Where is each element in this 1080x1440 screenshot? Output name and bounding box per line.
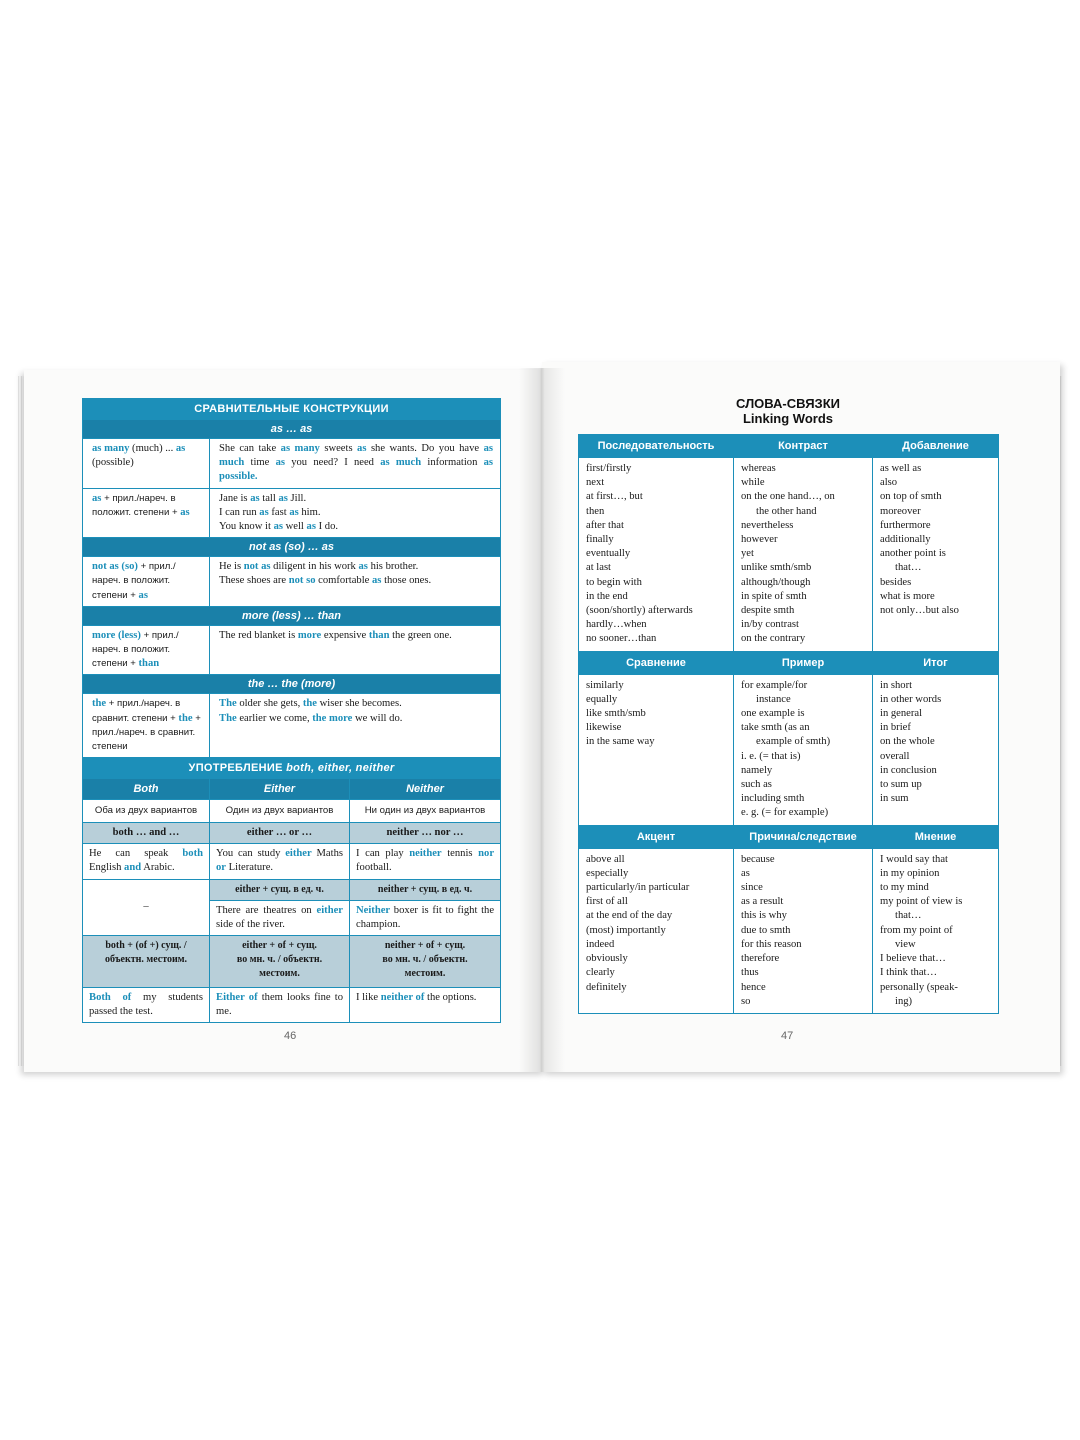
linking-word: first/firstly: [586, 463, 632, 474]
linking-word: yet: [741, 548, 754, 560]
linking-words-table: [578, 434, 999, 1014]
linking-word: on the contrary: [741, 633, 806, 645]
linking-word: ing): [895, 995, 913, 1007]
pattern-both: both … and …: [83, 823, 210, 844]
linking-word: also: [880, 477, 898, 489]
table-row: [579, 458, 999, 652]
linking-word: because: [741, 853, 775, 865]
rule-cell: the + прил./нареч. в сравнит. степени + the + прил./нареч. в сравнит. степени: [83, 694, 210, 758]
linking-word: like smth/smb: [586, 708, 646, 720]
linking-word: eventually: [586, 548, 631, 560]
category-cell: [873, 674, 999, 825]
linking-word: next: [586, 477, 605, 489]
linking-word: e. g. (= for example): [741, 807, 829, 819]
column-header-neither: Neither: [350, 779, 501, 800]
linking-word: additionally: [880, 534, 931, 546]
meaning-neither: Ни один из двух вариантов: [350, 800, 501, 823]
linking-word: on the one hand…, on: [741, 491, 835, 503]
category-header: Причина/следствие: [734, 825, 873, 848]
linking-word: however: [741, 534, 778, 546]
category-header: Контраст: [734, 435, 873, 458]
category-cell: [579, 848, 734, 1013]
linking-word: as well as: [880, 463, 922, 474]
linking-word: from my point of: [880, 924, 953, 936]
column-header-both: Both: [83, 779, 210, 800]
linking-word: in other words: [880, 693, 942, 705]
page-title-ru: СЛОВА-СВЯЗКИ: [736, 396, 840, 411]
linking-word: in brief: [880, 722, 911, 734]
comparative-constructions-table: [82, 398, 501, 1023]
category-cell: [579, 458, 734, 652]
linking-word: on top of smth: [880, 491, 942, 503]
linking-word: similarly: [586, 679, 624, 691]
page-number-right: 47: [781, 1030, 794, 1042]
plural-both-line: both + (of +) сущ. /: [105, 940, 187, 952]
category-header: Итог: [873, 651, 999, 674]
linking-word: above all: [586, 853, 625, 865]
rule-cell: as + прил./нареч. в положит. степени + as: [83, 488, 210, 538]
meaning-both: Оба из двух вариантов: [83, 800, 210, 823]
subheader-more-than: more (less) … than: [83, 606, 501, 625]
linking-word: due to smth: [741, 924, 791, 936]
example-either: You can study either Maths or Literature.: [210, 844, 350, 879]
linking-word: definitely: [586, 981, 627, 993]
linking-word: in the same way: [586, 736, 655, 748]
linking-word: overall: [880, 750, 910, 762]
linking-word: no sooner…than: [586, 633, 657, 645]
linking-word: on the whole: [880, 736, 935, 748]
linking-word: although/though: [741, 576, 811, 588]
example-either-plural: Either of them looks fine to me.: [210, 988, 350, 1023]
plural-either-line: во мн. ч. / объектн.: [236, 954, 323, 966]
table-row: [83, 879, 501, 900]
plural-either-line: either + of + сущ.: [242, 940, 317, 952]
linking-word: in general: [880, 708, 923, 720]
category-header: Мнение: [873, 825, 999, 848]
linking-word: as a result: [741, 896, 784, 908]
linking-word: (soon/shortly) afterwards: [586, 605, 693, 617]
linking-word: in spite of smth: [741, 590, 807, 602]
category-cell: [734, 848, 873, 1013]
empty-dash-cell: –: [83, 879, 210, 935]
category-header: Добавление: [873, 435, 999, 458]
linking-word: (most) importantly: [586, 924, 666, 936]
linking-word: in sum: [880, 793, 909, 805]
linking-word: I would say that: [880, 853, 948, 865]
linking-word: namely: [741, 764, 773, 776]
linking-word: whereas: [741, 463, 776, 474]
linking-word: in my opinion: [880, 867, 940, 879]
linking-word: to sum up: [880, 779, 922, 791]
linking-word: obviously: [586, 953, 628, 965]
example-cell: He is not as diligent in his work as his brother. These shoes are not so comfortable as those ones.: [210, 557, 501, 607]
singular-neither: neither + сущ. в ед. ч.: [350, 879, 501, 900]
category-header: Акцент: [579, 825, 734, 848]
example-cell: The red blanket is more expensive than the green one.: [210, 625, 501, 675]
example-neither-plural: I like neither of the options.: [350, 988, 501, 1023]
category-header: Пример: [734, 651, 873, 674]
plural-neither: [350, 936, 501, 988]
category-cell: [873, 458, 999, 652]
plural-both-line: объектн. местоим.: [104, 954, 188, 966]
pattern-either: either … or …: [210, 823, 350, 844]
pattern-neither: neither … nor …: [350, 823, 501, 844]
plural-both: [83, 936, 210, 988]
linking-word: equally: [586, 693, 618, 705]
table-row: [83, 988, 501, 1023]
linking-word: likewise: [586, 722, 622, 734]
linking-word: this is why: [741, 910, 787, 922]
linking-word: after that: [586, 519, 624, 531]
table-row: [579, 674, 999, 825]
linking-word: hence: [741, 981, 766, 993]
linking-word: particularly/in particular: [586, 882, 690, 894]
rule-cell: as many (much) ... as (possible): [83, 439, 210, 489]
category-cell: [734, 458, 873, 652]
example-cell: Jane is as tall as Jill. I can run as fast as him. You know it as well as I do.: [210, 488, 501, 538]
linking-word: in short: [880, 679, 913, 691]
linking-word: including smth: [741, 793, 805, 805]
linking-word: so: [741, 995, 751, 1007]
table-row: [83, 625, 501, 675]
linking-word: at last: [586, 562, 612, 574]
plural-neither-line: местоим.: [404, 968, 446, 980]
linking-word: that…: [895, 910, 922, 922]
linking-word: the other hand: [756, 505, 817, 517]
linking-word: example of smth): [756, 736, 831, 748]
linking-word: in the end: [586, 590, 628, 602]
linking-word: in/by contrast: [741, 619, 799, 631]
table-row: [579, 848, 999, 1013]
column-header-either: Either: [210, 779, 350, 800]
table-row: [83, 823, 501, 844]
linking-word: as: [741, 867, 750, 879]
linking-word: furthermore: [880, 519, 931, 531]
linking-word: instance: [756, 693, 791, 705]
table-row: [83, 800, 501, 823]
example-either-singular: There are theatres on either side of the river.: [210, 900, 350, 935]
subheader-not-as: not as (so) … as: [83, 538, 501, 557]
usage-title-words: both, either, neither: [286, 762, 395, 775]
category-cell: [579, 674, 734, 825]
linking-word: clearly: [586, 967, 615, 979]
linking-word: at first…, but: [586, 491, 643, 503]
linking-word: especially: [586, 867, 629, 879]
linking-word: to my mind: [880, 882, 929, 894]
section-title-comparatives: СРАВНИТЕЛЬНЫЕ КОНСТРУКЦИИ: [83, 399, 501, 420]
linking-word: personally (speak-: [880, 981, 958, 993]
linking-word: indeed: [586, 938, 615, 950]
example-both-plural: Both of my students passed the test.: [83, 988, 210, 1023]
table-row: [83, 557, 501, 607]
linking-word: at the end of the day: [586, 910, 673, 922]
table-row: [83, 936, 501, 988]
plural-either-line: местоим.: [259, 968, 300, 980]
linking-word: first of all: [586, 896, 628, 908]
linking-word: finally: [586, 534, 614, 546]
linking-word: another point is: [880, 548, 946, 560]
linking-word: what is more: [880, 590, 935, 602]
linking-word: hardly…when: [586, 619, 647, 631]
plural-neither-line: во мн. ч. / объектн.: [382, 954, 468, 966]
table-row: [83, 844, 501, 879]
linking-word: I think that…: [880, 967, 938, 979]
rule-cell: more (less) + прил./нареч. в положит. степени + than: [83, 625, 210, 675]
category-header: Последовательность: [579, 435, 734, 458]
rule-cell: not as (so) + прил./нареч. в положит. степени + as: [83, 557, 210, 607]
linking-word: I believe that…: [880, 953, 946, 965]
table-row: [83, 439, 501, 489]
example-neither: I can play neither tennis nor football.: [350, 844, 501, 879]
page-title-en: Linking Words: [742, 411, 834, 426]
linking-word: not only…but also: [880, 605, 959, 617]
linking-word: unlike smth/smb: [741, 562, 812, 574]
subheader-as-as: as … as: [83, 420, 501, 439]
linking-word: then: [586, 505, 605, 517]
linking-word: for this reason: [741, 938, 802, 950]
linking-word: since: [741, 882, 763, 894]
category-header: Сравнение: [579, 651, 734, 674]
meaning-either: Один из двух вариантов: [210, 800, 350, 823]
example-cell: The older she gets, the wiser she becomes. The earlier we come, the more we will do.: [210, 694, 501, 758]
category-cell: [873, 848, 999, 1013]
linking-word: in conclusion: [880, 764, 937, 776]
section-title-usage: [83, 758, 501, 779]
category-cell: [734, 674, 873, 825]
example-neither-singular: Neither boxer is fit to fight the champion.: [350, 900, 501, 935]
plural-neither-line: neither + of + сущ.: [384, 940, 466, 952]
example-both: He can speak both English and Arabic.: [83, 844, 210, 879]
linking-word: for example/for: [741, 679, 808, 691]
linking-word: such as: [741, 779, 772, 791]
linking-word: thus: [741, 967, 759, 979]
subheader-the-the: the … the (more): [83, 675, 501, 694]
singular-either: either + сущ. в ед. ч.: [210, 879, 350, 900]
linking-word: despite smth: [741, 605, 795, 617]
linking-word: one example is: [741, 708, 805, 720]
book-gutter: [519, 368, 565, 1072]
linking-word: that…: [895, 562, 922, 574]
table-row: [83, 488, 501, 538]
linking-word: my point of view is: [880, 896, 963, 908]
table-row: [83, 694, 501, 758]
example-cell: She can take as many sweets as she wants. Do you have as much time as you need? I need as much information as possible.: [210, 439, 501, 489]
linking-word: to begin with: [586, 576, 642, 588]
linking-word: therefore: [741, 953, 780, 965]
linking-word: take smth (as an: [741, 722, 810, 734]
linking-word: besides: [880, 576, 912, 588]
linking-word: moreover: [880, 505, 921, 517]
plural-either: [210, 936, 350, 988]
page-number-left: 46: [284, 1030, 297, 1042]
linking-word: nevertheless: [741, 519, 794, 531]
usage-title-prefix: УПОТРЕБЛЕНИЕ: [188, 762, 283, 775]
linking-word: view: [895, 938, 916, 950]
linking-word: i. e. (= that is): [741, 750, 801, 762]
linking-word: while: [741, 477, 765, 489]
